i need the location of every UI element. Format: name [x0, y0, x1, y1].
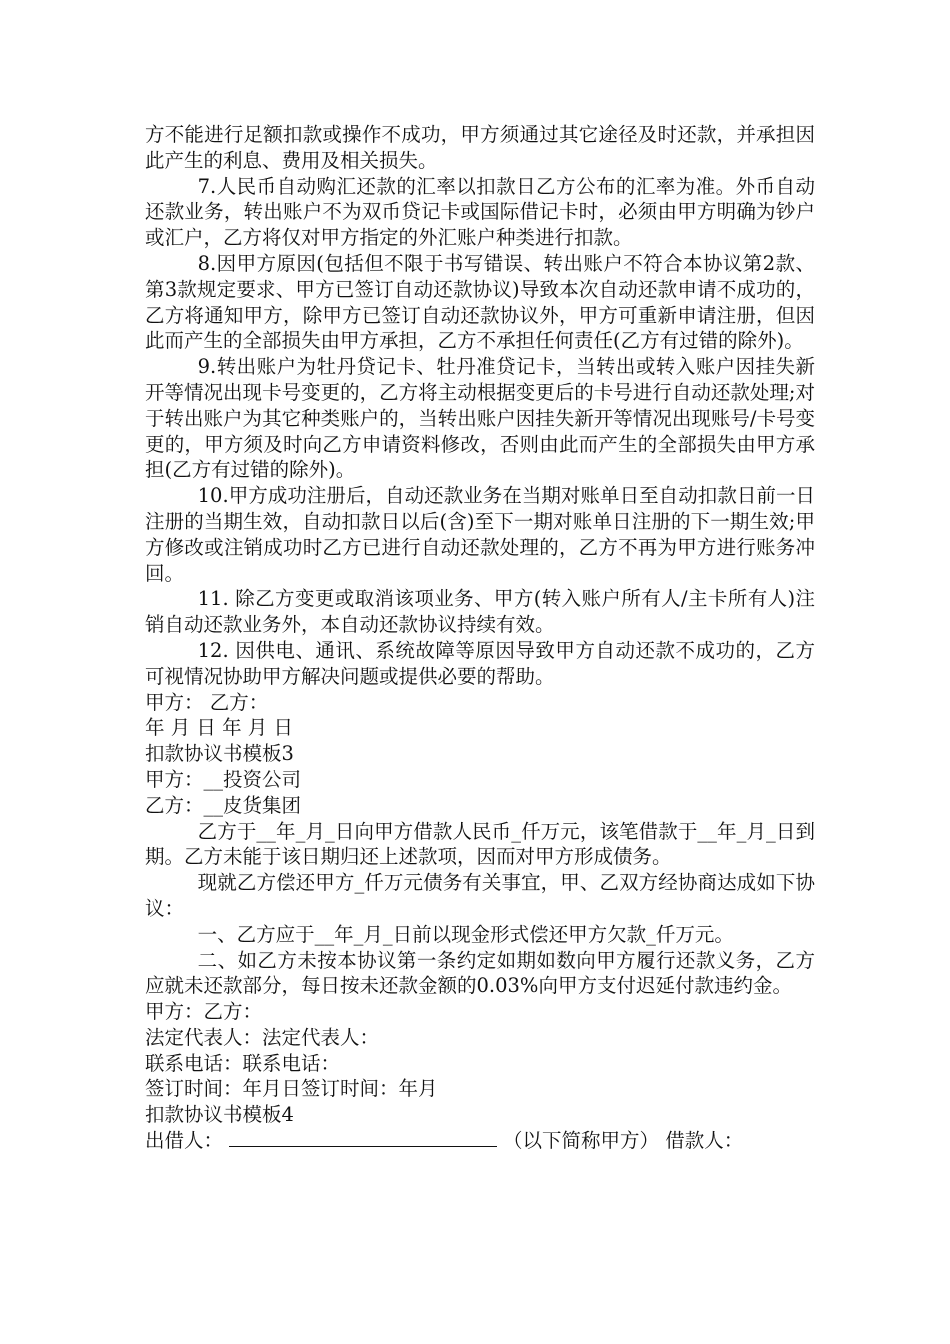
- loan-statement: 乙方于__年_月_日向甲方借款人民币_仟万元，该笔借款于__年_月_日到期。乙方未能于该日期归还上述款项，因而对甲方形成债务。: [145, 819, 815, 869]
- signature-dates: 年 月 日 年 月 日: [145, 716, 293, 740]
- clause-8: 8.因甲方原因(包括但不限于书写错误、转出账户不符合本协议第2款、第3款规定要求、甲方已签订自动还款协议)导致本次自动还款申请不成功的，乙方将通知甲方，除甲方已签订自动还款协议外，甲方可重新申请注册，但因此而产生的全部损失由甲方承担，乙方不承担任何责任(乙方有过错的除外)。: [145, 251, 815, 353]
- lender-label: 出借人：: [145, 1129, 224, 1153]
- lender-suffix: （以下简称甲方） 借款人：: [503, 1129, 744, 1153]
- lender-line: [145, 1128, 815, 1154]
- signature-parties: 甲方： 乙方：: [145, 690, 269, 714]
- party-b: 乙方：__皮货集团: [145, 793, 302, 817]
- clause-11: 11. 除乙方变更或取消该项业务、甲方(转入账户所有人/主卡所有人)注销自动还款业务外，本自动还款协议持续有效。: [145, 587, 815, 637]
- clause-9: 9.转出账户为牡丹贷记卡、牡丹准贷记卡，当转出或转入账户因挂失新开等情况出现卡号变更的，乙方将主动根据变更后的卡号进行自动还款处理;对于转出账户为其它种类账户的，当转出账户因挂失新开等情况出现账号/卡号变更的，甲方须及时向乙方申请资料修改，否则由此而产生的全部损失由甲方承担(乙方有过错的除外)。: [145, 355, 815, 482]
- clause-12: 12. 因供电、通讯、系统故障等原因导致甲方自动还款不成功的，乙方可视情况协助甲方解决问题或提供必要的帮助。: [145, 638, 815, 688]
- paragraph: 方不能进行足额扣款或操作不成功，甲方须通过其它途径及时还款，并承担因此产生的利息、费用及相关损失。: [145, 123, 815, 172]
- template-heading-4: 扣款协议书模板4: [145, 1103, 294, 1127]
- signing-dates: 签订时间：年月日签订时间：年月: [145, 1077, 438, 1101]
- document-body: [145, 122, 815, 1154]
- lender-blank: [229, 1128, 497, 1147]
- agreement-intro: 现就乙方偿还甲方_仟万元债务有关事宜，甲、乙双方经协商达成如下协议：: [145, 871, 815, 920]
- party-a: 甲方：__投资公司: [145, 767, 302, 791]
- signature-parties-2: 甲方：乙方：: [145, 1000, 263, 1024]
- contact-phones: 联系电话：联系电话：: [145, 1051, 341, 1075]
- template-heading-3: 扣款协议书模板3: [145, 742, 294, 766]
- clause-7: 7.人民币自动购汇还款的汇率以扣款日乙方公布的汇率为准。外币自动还款业务，转出账户不为双币贷记卡或国际借记卡时，必须由甲方明确为钞户或汇户，乙方将仅对甲方指定的外汇账户种类进行扣款。: [145, 174, 815, 250]
- clause-10: 10.甲方成功注册后，自动还款业务在当期对账单日至自动扣款日前一日注册的当期生效，自动扣款日以后(含)至下一期对账单日注册的下一期生效;甲方修改或注销成功时乙方已进行自动还款处理的，乙方不再为甲方进行账务冲回。: [145, 484, 815, 585]
- article-2: 二、如乙方未按本协议第一条约定如期如数向甲方履行还款义务，乙方应就未还款部分，每日按未还款金额的0.03%向甲方支付迟延付款违约金。: [145, 948, 815, 998]
- article-1: 一、乙方应于__年_月_日前以现金形式偿还甲方欠款_仟万元。: [197, 922, 734, 946]
- legal-representatives: 法定代表人：法定代表人：: [145, 1025, 380, 1049]
